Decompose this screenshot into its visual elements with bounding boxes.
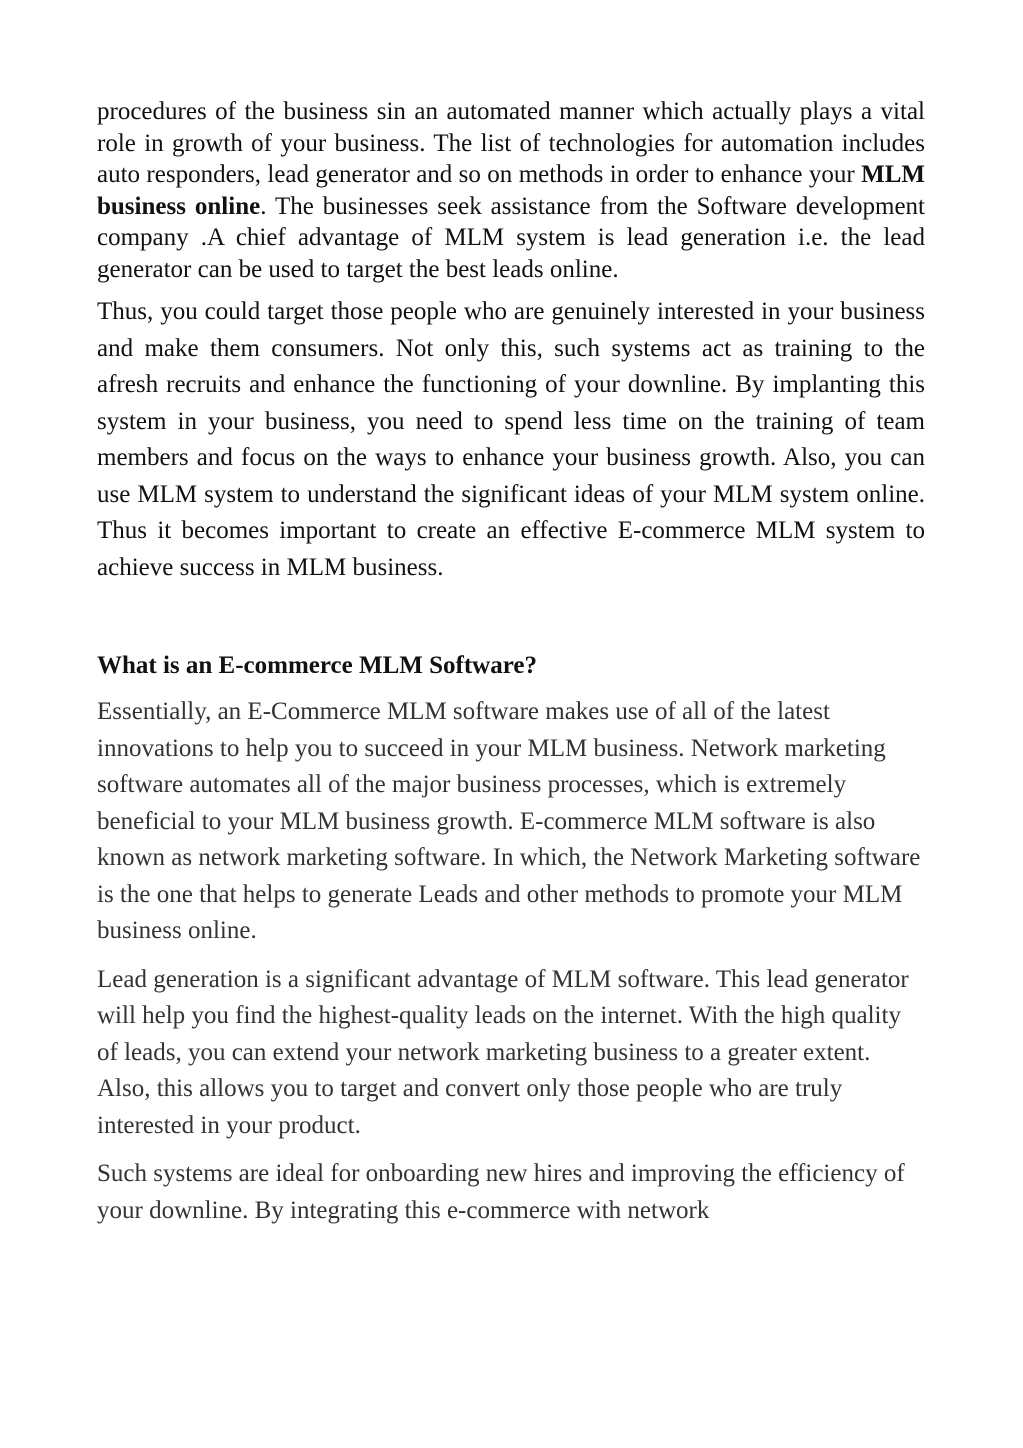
- paragraph-target-people: Thus, you could target those people who are genuinely interested in your business and make them consumers. Not only this, such systems act as training to the afresh recruits and enhance the functioning of your downline. By implanting this system in your business, you need to spend less time on the training of team members and focus on the ways to enhance your business growth. Also, you can use MLM system to understand the significant ideas of your MLM system online. Thus it becomes important to create an effective E-commerce MLM system to achieve success in MLM business.: [97, 298, 925, 581]
- mlm-business-online-bold: MLM business online: [97, 161, 925, 220]
- paragraph-essentially: Essentially, an E-Commerce MLM software makes use of all of the latest innovations to help you to succeed in your MLM business. Network marketing software automates all of the major business processes, which is extremely beneficial to your MLM business growth. E-commerce MLM software is also known as network marketing software. In which, the Network Marketing software is the one that helps to generate Leads and other methods to promote your MLM business online.: [97, 698, 921, 944]
- paragraph-automation-text-end: . The businesses seek assistance from the Software development company .A chief advantage of MLM system is lead generation i.e. the lead generator can be used to target the best leads online.: [97, 192, 925, 283]
- paragraph-onboarding: Such systems are ideal for onboarding new hires and improving the efficiency of your downline. By integrating this e-commerce with network: [97, 1160, 905, 1224]
- paragraph-automation-text-start: procedures of the business sin an automated manner which actually plays a vital role in growth of your business. The list of technologies for automation includes auto responders, lead generator and so on methods in order to enhance your: [97, 98, 925, 188]
- paragraph-lead-generation: Lead generation is a significant advantage of MLM software. This lead generator will help you find the highest-quality leads on the internet. With the high quality of leads, you can extend your network marketing business to a greater extent. Also, this allows you to target and convert only those people who are truly interested in your product.: [97, 965, 909, 1139]
- paragraph-automation: [97, 96, 925, 285]
- section-heading: What is an E-commerce MLM Software?: [97, 652, 537, 679]
- document-page: [97, 96, 925, 1229]
